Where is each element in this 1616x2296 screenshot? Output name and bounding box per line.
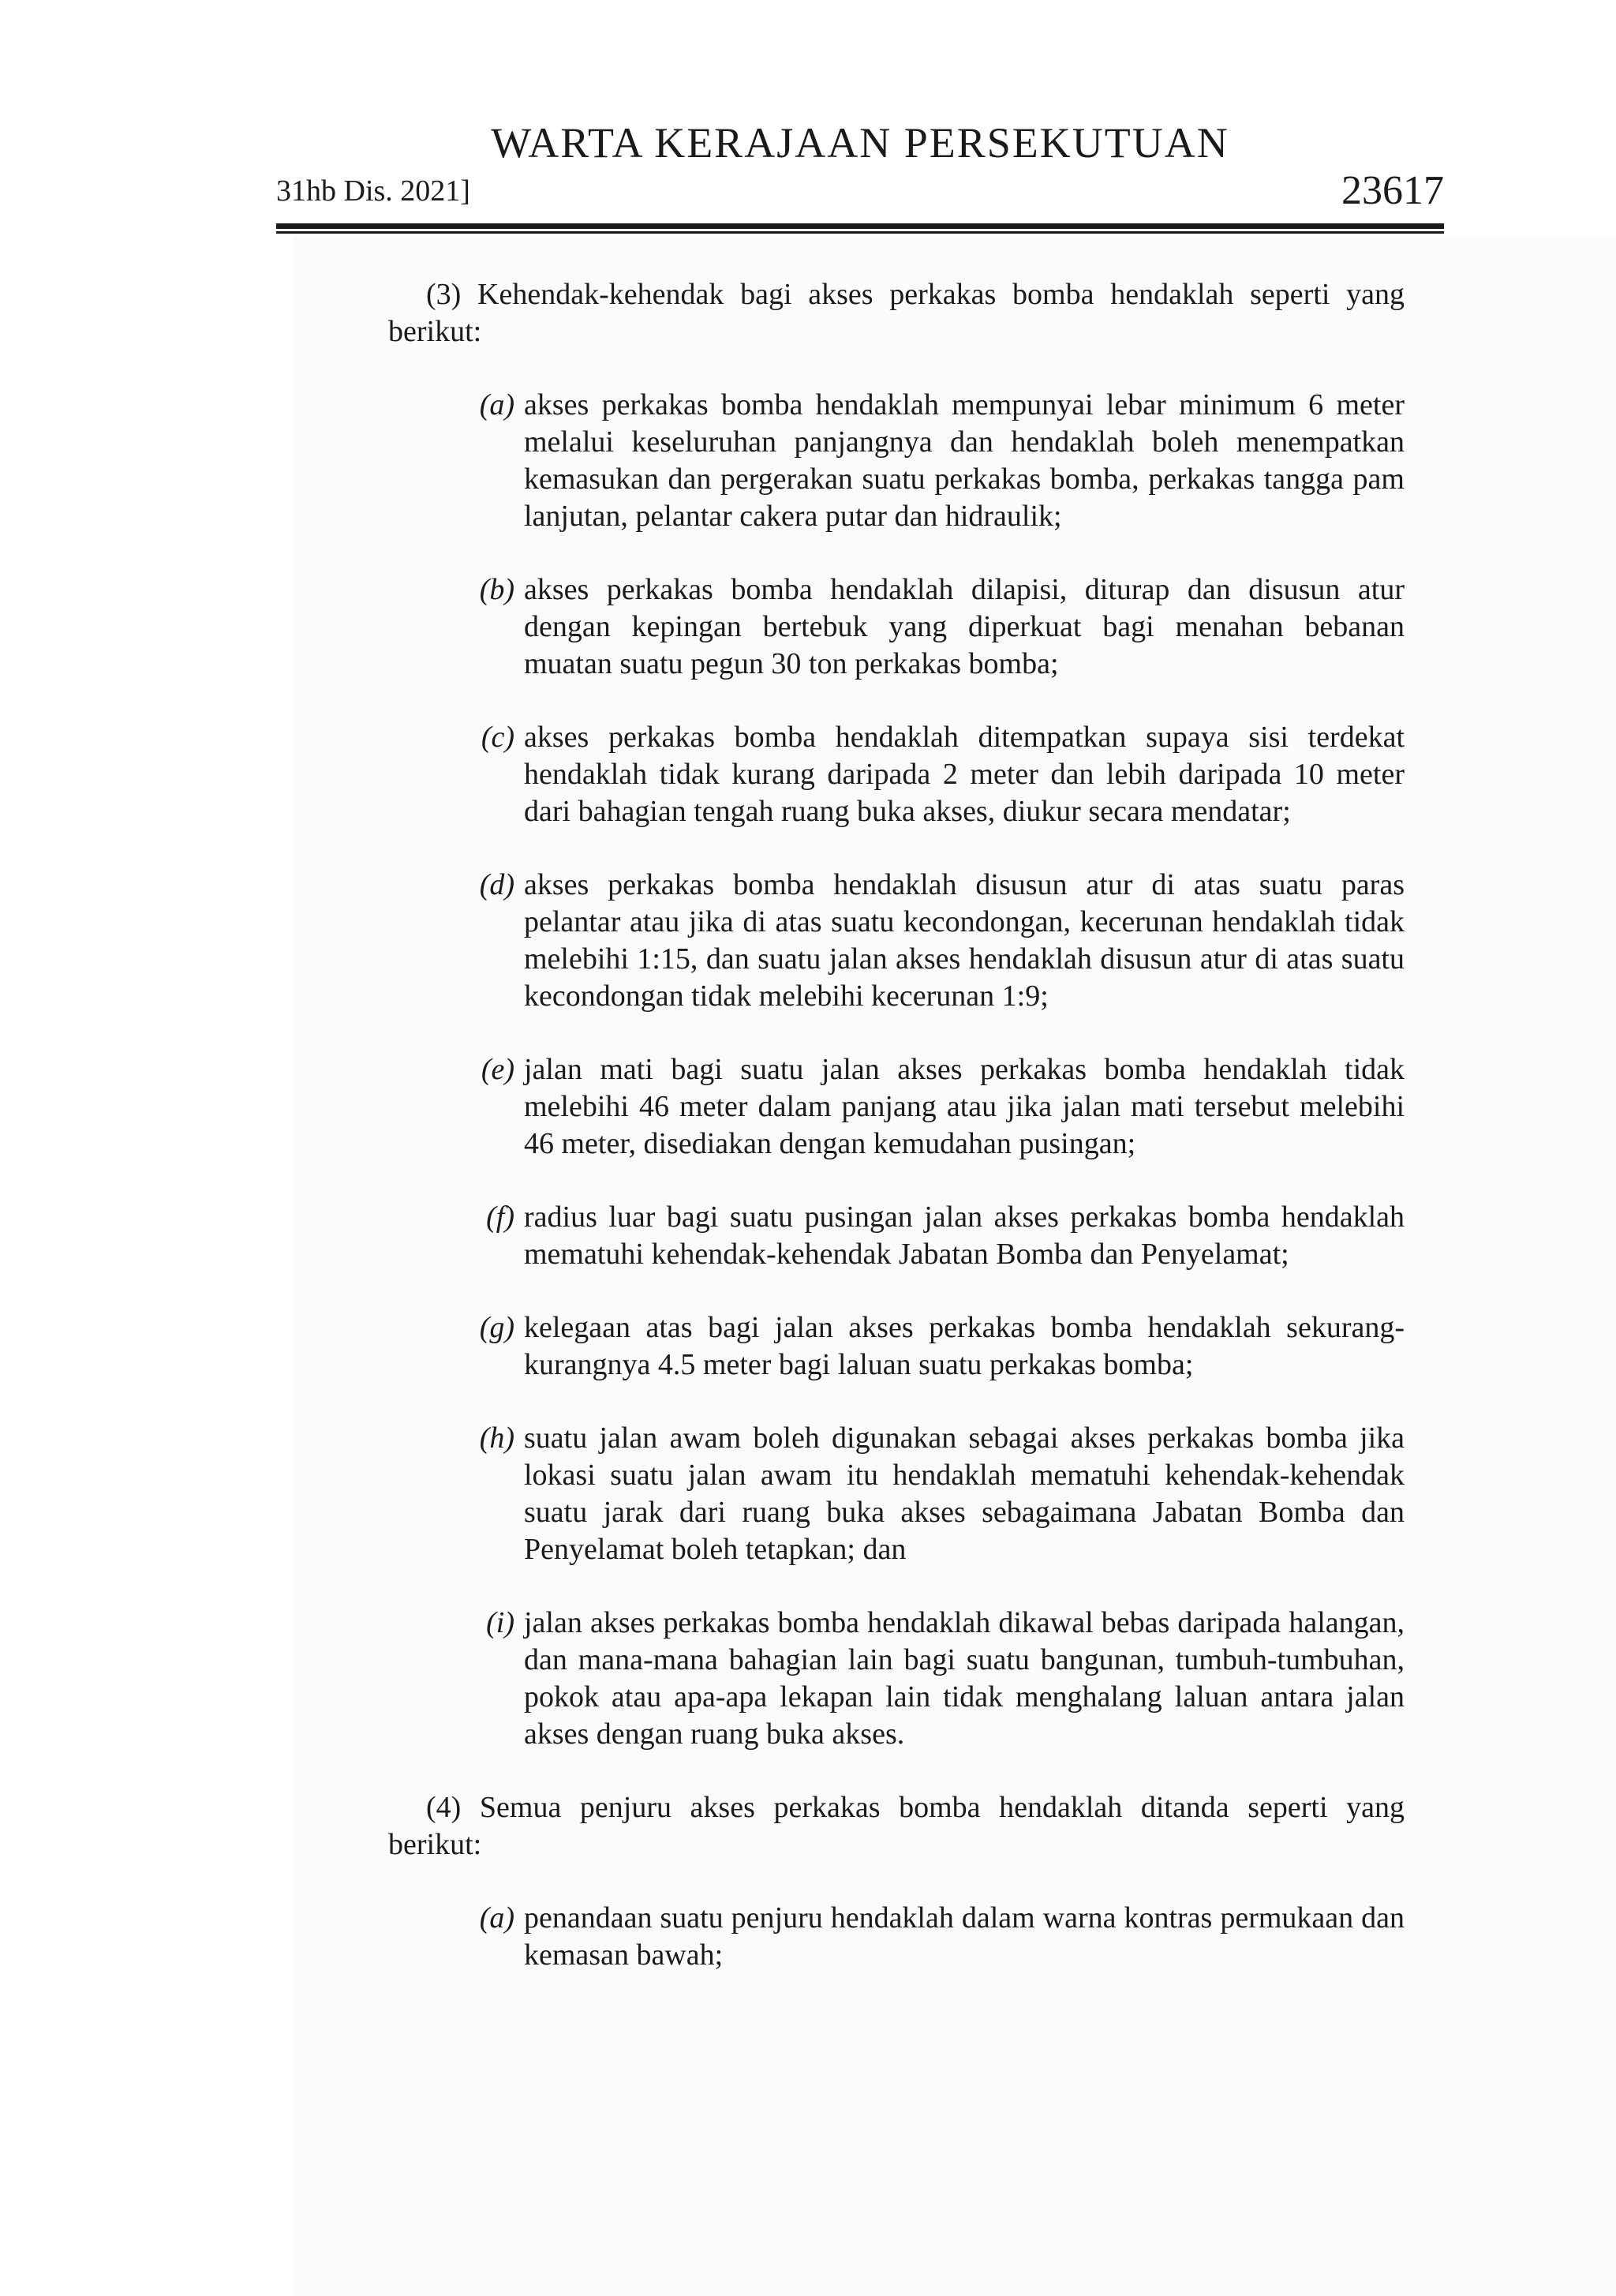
- item-text: akses perkakas bomba hendaklah dilapisi, diturap dan disusun atur dengan kepingan bertebuk yang diperkuat bagi menahan bebanan muatan suatu pegun 30 ton perkakas bomba;: [524, 573, 1405, 680]
- list-item: [388, 1420, 1405, 1568]
- list-item: [388, 1605, 1405, 1753]
- list-item: [388, 719, 1405, 830]
- list-item: [388, 1309, 1405, 1384]
- item-text: akses perkakas bomba hendaklah ditempatkan supaya sisi terdekat hendaklah tidak kurang daripada 2 meter dan lebih daripada 10 meter dari bahagian tengah ruang buka akses, diukur secara mendatar;: [524, 721, 1405, 828]
- subsection-3-intro: (3) Kehendak-kehendak bagi akses perkakas bomba hendaklah seperti yang berikut:: [388, 278, 1405, 348]
- item-text: kelegaan atas bagi jalan akses perkakas bomba hendaklah sekurang-kurangnya 4.5 meter bagi laluan suatu perkakas bomba;: [524, 1311, 1405, 1381]
- item-label: (a): [479, 388, 514, 421]
- header-rule-thin: [276, 231, 1444, 234]
- list-item: [388, 1051, 1405, 1163]
- item-label: (f): [486, 1200, 514, 1234]
- item-label: (i): [486, 1606, 514, 1639]
- item-label: (g): [479, 1311, 514, 1344]
- list-item: [388, 571, 1405, 683]
- item-label: (h): [479, 1421, 514, 1455]
- item-label: (e): [481, 1053, 514, 1086]
- item-text: radius luar bagi suatu pusingan jalan akses perkakas bomba hendaklah mematuhi kehendak-kehendak Jabatan Bomba dan Penyelamat;: [524, 1200, 1405, 1271]
- list-item: [388, 867, 1405, 1015]
- item-text: jalan mati bagi suatu jalan akses perkakas bomba hendaklah tidak melebihi 46 meter dalam panjang atau jika jalan mati tersebut melebihi 46 meter, disediakan dengan kemudahan pusingan;: [524, 1053, 1405, 1160]
- list-item: [388, 387, 1405, 535]
- item-label: (b): [479, 573, 514, 606]
- item-label: (a): [479, 1901, 514, 1935]
- item-label: (d): [479, 868, 514, 901]
- item-text: akses perkakas bomba hendaklah disusun atur di atas suatu paras pelantar atau jika di atas suatu kecondongan, kecerunan hendaklah tidak melebihi 1:15, dan suatu jalan akses hendaklah disusun atur di atas suatu kecondongan tidak melebihi kecerunan 1:9;: [524, 868, 1405, 1013]
- item-text: penandaan suatu penjuru hendaklah dalam warna kontras permukaan dan kemasan bawah;: [524, 1901, 1405, 1972]
- page-header: [276, 118, 1444, 237]
- item-text: jalan akses perkakas bomba hendaklah dikawal bebas daripada halangan, dan mana-mana bahagian lain bagi suatu bangunan, tumbuh-tumbuhan, pokok atau apa-apa lekapan lain tidak menghalang laluan antara jalan akses dengan ruang buka akses.: [524, 1606, 1405, 1751]
- item-text: suatu jalan awam boleh digunakan sebagai akses perkakas bomba jika lokasi suatu jalan awam itu hendaklah mematuhi kehendak-kehendak suatu jarak dari ruang buka akses sebagaimana Jabatan Bomba dan Penyelamat boleh tetapkan; dan: [524, 1421, 1405, 1566]
- header-date: 31hb Dis. 2021]: [276, 174, 470, 208]
- item-text: akses perkakas bomba hendaklah mempunyai lebar minimum 6 meter melalui keseluruhan panjangnya dan hendaklah boleh menempatkan kemasukan dan pergerakan suatu perkakas bomba, perkakas tangga pam lanjutan, pelantar cakera putar dan hidraulik;: [524, 388, 1405, 533]
- list-item: [388, 1199, 1405, 1273]
- page-number: 23617: [1341, 168, 1444, 213]
- subsection-4-intro: (4) Semua penjuru akses perkakas bomba hendaklah ditanda seperti yang berikut:: [388, 1791, 1405, 1861]
- header-rule-thick: [276, 223, 1444, 229]
- item-label: (c): [481, 721, 514, 754]
- gazette-title: WARTA KERAJAAN PERSEKUTUAN: [491, 119, 1229, 167]
- document-body: [388, 276, 1405, 2010]
- list-item: [388, 1900, 1405, 1974]
